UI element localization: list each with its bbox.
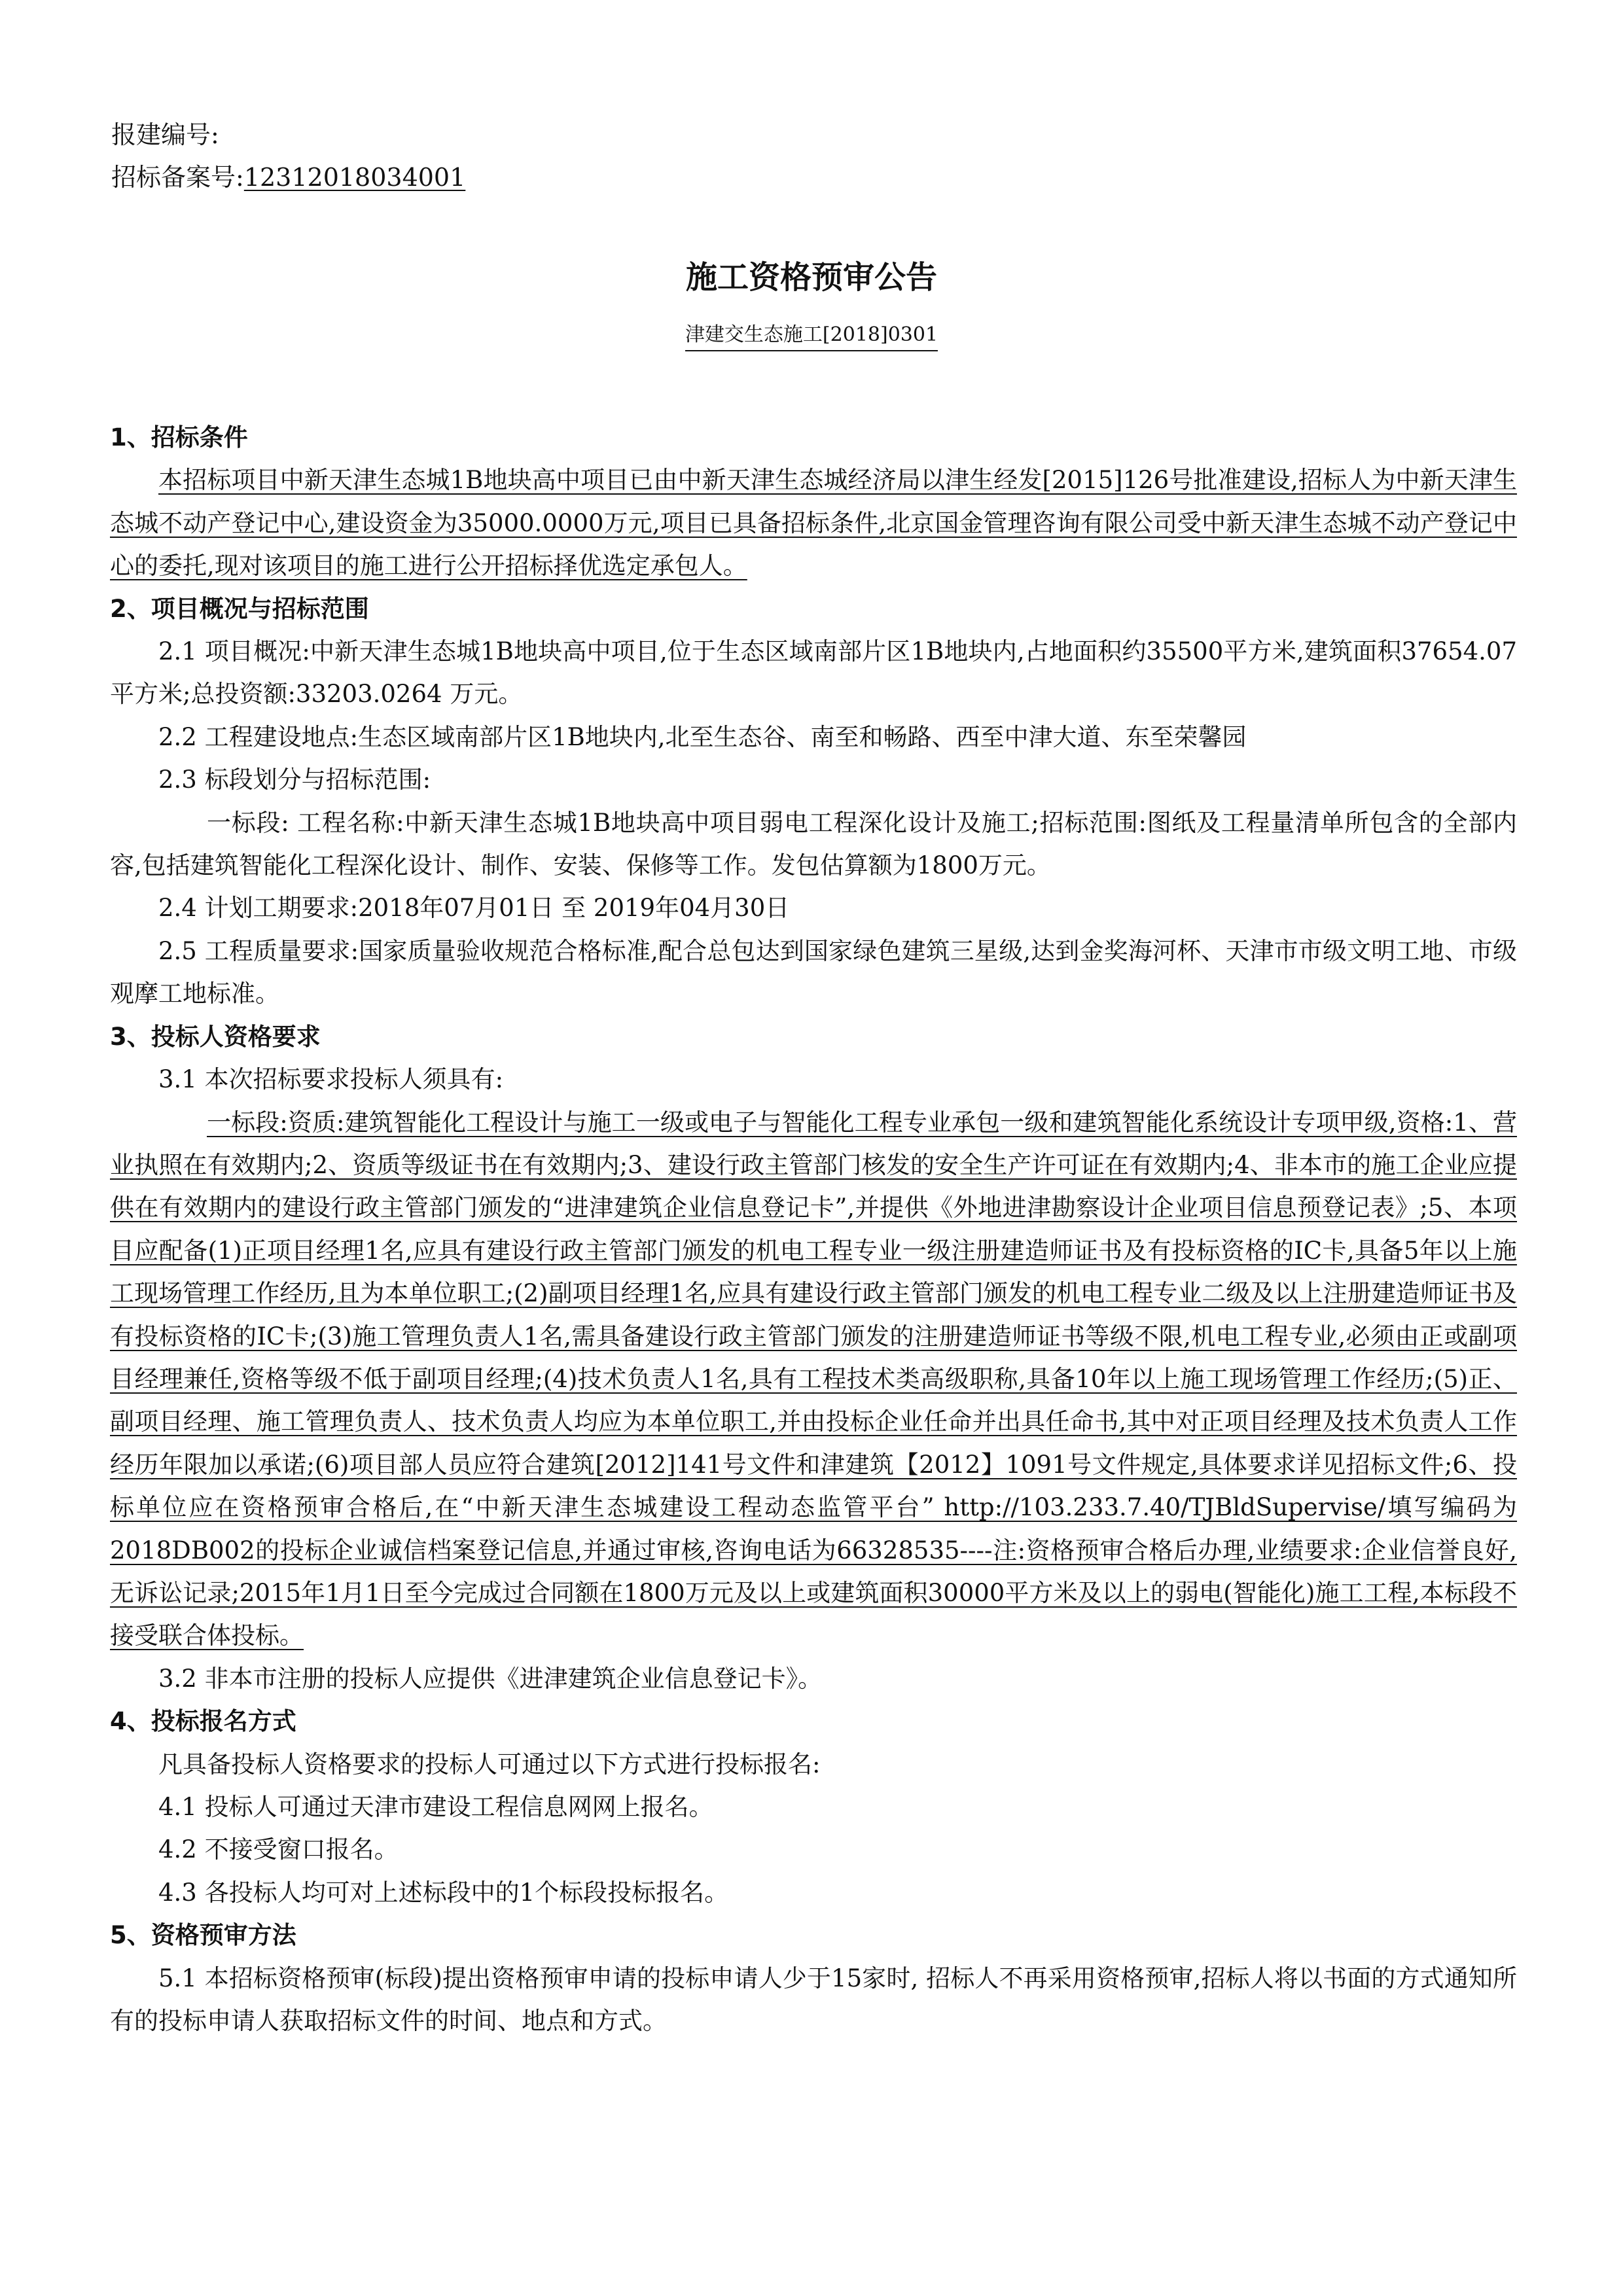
section-2-5: 2.5 工程质量要求:国家质量验收规范合格标准,配合总包达到国家绿色建筑三星级,达到金奖海河杯、天津市市级文明工地、市级观摩工地标准。 xyxy=(110,936,1517,1008)
document-body xyxy=(110,416,1517,2042)
section-3-1: 3.1 本次招标要求投标人须具有: xyxy=(158,1065,504,1094)
section-2-3: 2.3 标段划分与招标范围: xyxy=(158,766,431,794)
section-2-2: 2.2 工程建设地点:生态区域南部片区1B地块内,北至生态谷、南至和畅路、西至中津大道、东至荣馨园 xyxy=(158,722,1247,751)
section-4-3: 4.3 各投标人均可对上述标段中的1个标段投标报名。 xyxy=(158,1878,729,1907)
record-number-label: 招标备案号: xyxy=(111,163,244,192)
section-4-1: 4.1 投标人可通过天津市建设工程信息网网上报名。 xyxy=(158,1793,713,1821)
section-3-1-lot: 一标段:资质:建筑智能化工程设计与施工一级或电子与智能化工程专业承包一级和建筑智能化系统设计专项甲级,资格:1、营业执照在有效期内;2、资质等级证书在有效期内;3、建设行政主管部门核发的安全生产许可证在有效期内;4、非本市的施工企业应提供在有效期内的建设行政主管部门颁发的“进津建筑企业信息登记卡”,并提供《外地进津勘察设计企业项目信息预登记表》;5、本项目应配备(1)正项目经理1名,应具有建设行政主管部门颁发的机电工程专业一级注册建造师证书及有投标资格的IC卡,具备5年以上施工现场管理工作经历,且为本单位职工;(2)副项目经理1名,应具有建设行政主管部门颁发的机电工程专业二级及以上注册建造师证书及有投标资格的IC卡;(3)施工管理负责人1名,需具备建设行政主管部门颁发的注册建造师证书等级不限,机电工程专业,必须由正或副项目经理兼任,资格等级不低于副项目经理;(4)技术负责人1名,具有工程技术类高级职称,具备10年以上施工现场管理工作经历;(5)正、副项目经理、施工管理负责人、技术负责人均应为本单位职工,并由投标企业任命并出具任命书,其中对正项目经理及技术负责人工作经历年限加以承诺;(6)项目部人员应符合建筑[2012]141号文件和津建筑【2012】1091号文件规定,具体要求详见招标文件;6、投标单位应在资格预审合格后,在“中新天津生态城建设工程动态监管平台” http://103.233.7.40/TJBldSupervise/填写编码为2018DB002的投标企业诚信档案登记信息,并通过审核,咨询电话为66328535----注:资格预审合格后办理,业绩要求:企业信誉良好,无诉讼记录;2015年1月1日至今完成过合同额在1800万元及以上或建筑面积30000平方米及以上的弱电(智能化)施工工程,本标段不接受联合体投标。 xyxy=(110,1108,1517,1650)
page-title: 施工资格预审公告 xyxy=(685,259,937,296)
section-5-1: 5.1 本招标资格预审(标段)提出资格预审申请的投标申请人少于15家时, 招标人不再采用资格预审,招标人将以书面的方式通知所有的投标申请人获取招标文件的时间、地点和方式。 xyxy=(110,1964,1517,2036)
section-5-heading: 5、资格预审方法 xyxy=(110,1921,296,1950)
section-2-3-lot: 一标段: 工程名称:中新天津生态城1B地块高中项目弱电工程深化设计及施工;招标范围:图纸及工程量清单所包含的全部内容,包括建筑智能化工程深化设计、制作、安装、保修等工作。发包估算额为1800万元。 xyxy=(110,808,1517,880)
document-number-text: 津建交生态施工[2018]0301 xyxy=(685,323,938,351)
section-3-2: 3.2 非本市注册的投标人应提供《进津建筑企业信息登记卡》。 xyxy=(158,1664,823,1693)
section-4-paragraph: 凡具备投标人资格要求的投标人可通过以下方式进行投标报名: xyxy=(158,1750,821,1778)
section-4-heading: 4、投标报名方式 xyxy=(110,1707,296,1736)
permit-number-label: 报建编号: xyxy=(111,120,219,149)
section-2-1: 2.1 项目概况:中新天津生态城1B地块高中项目,位于生态区域南部片区1B地块内,占地面积约35500平方米,建筑面积37654.07平方米;总投资额:33203.0264 万元。 xyxy=(110,637,1517,709)
section-2-4: 2.4 计划工期要求:2018年07月01日 至 2019年04月30日 xyxy=(158,894,790,923)
section-1-paragraph: 本招标项目中新天津生态城1B地块高中项目已由中新天津生态城经济局以津生经发[2015]126号批准建设,招标人为中新天津生态城不动产登记中心,建设资金为35000.0000万元,项目已具备招标条件,北京国金管理咨询有限公司受中新天津生态城不动产登记中心的委托,现对该项目的施工进行公开招标择优选定承包人。 xyxy=(110,466,1517,580)
section-4-2: 4.2 不接受窗口报名。 xyxy=(158,1835,399,1864)
section-2-heading: 2、项目概况与招标范围 xyxy=(110,594,369,623)
record-number-line xyxy=(111,159,465,196)
record-number-value: 12312018034001 xyxy=(243,163,466,192)
section-3-heading: 3、投标人资格要求 xyxy=(110,1022,321,1051)
section-1-heading: 1、招标条件 xyxy=(110,423,248,451)
document-number xyxy=(0,318,1623,347)
